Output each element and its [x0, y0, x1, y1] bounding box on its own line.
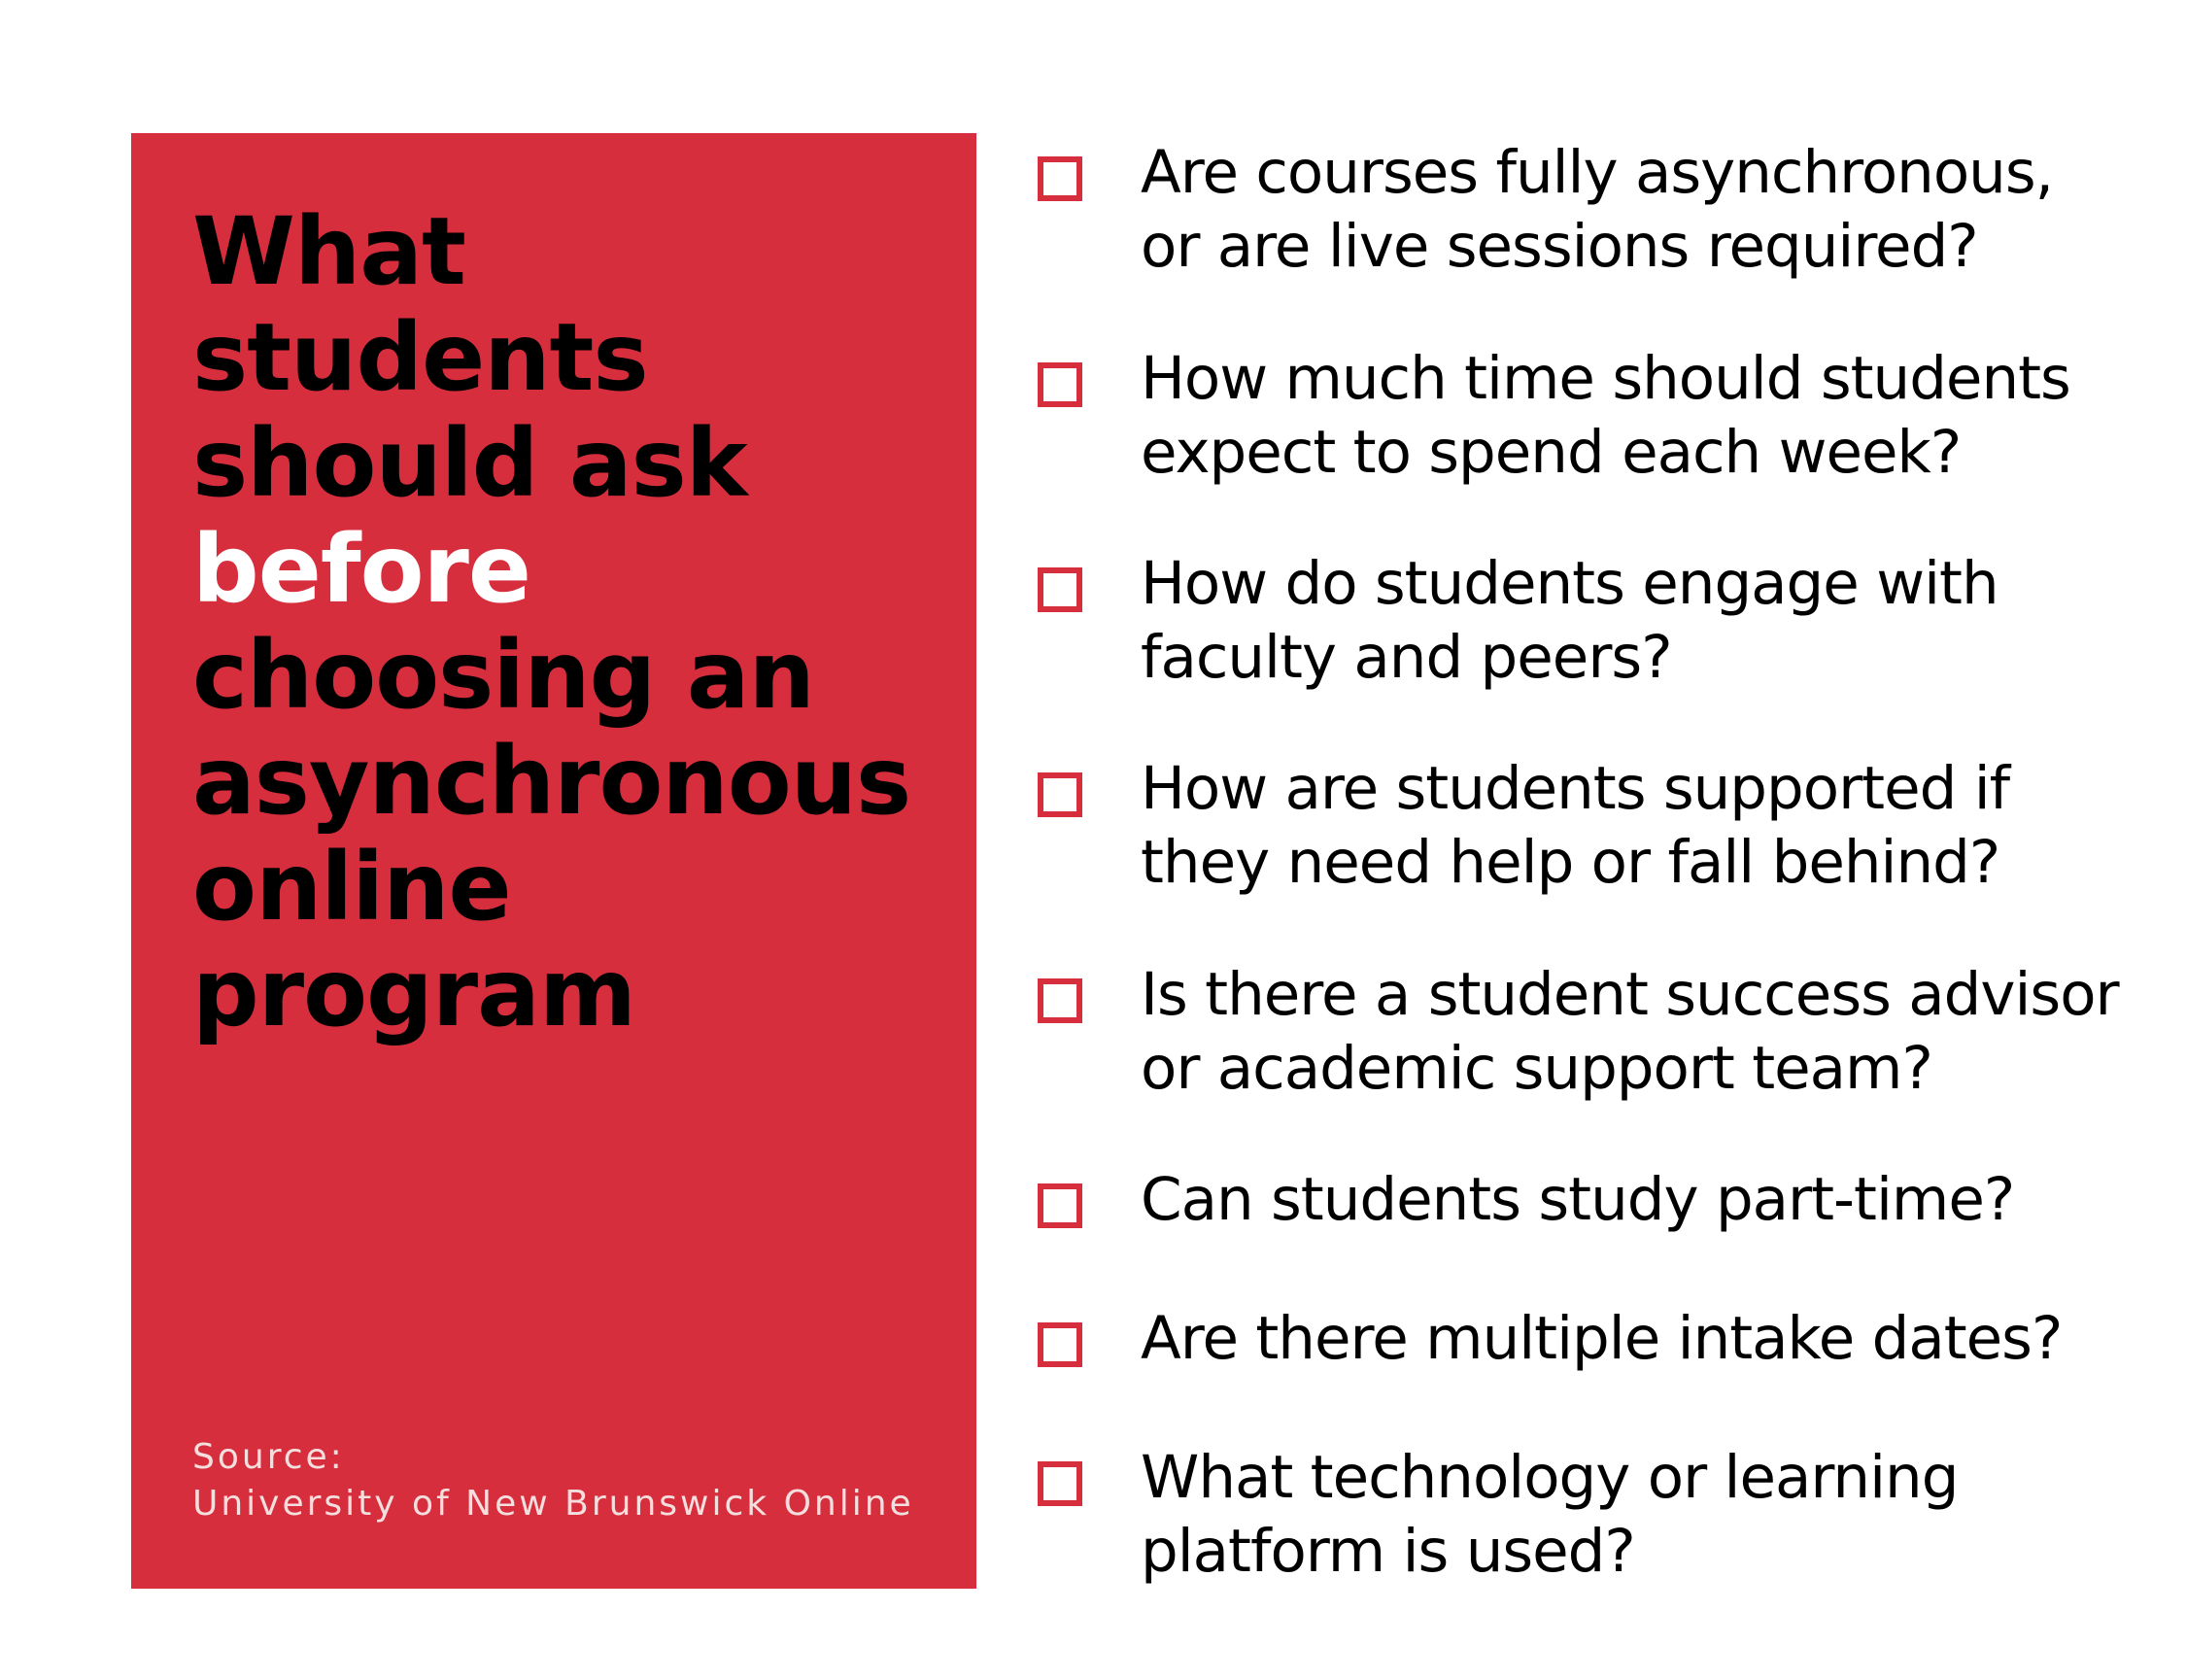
source-name: University of New Brunswick Online [192, 1484, 914, 1524]
headline-line: choosing an [192, 621, 814, 730]
checkbox[interactable] [1038, 978, 1082, 1023]
headline-line: program [192, 939, 635, 1047]
checkbox[interactable] [1038, 1183, 1082, 1228]
checkbox[interactable] [1038, 1461, 1082, 1506]
question-line: Can students study part-time? [1141, 1165, 2015, 1234]
headline-line-highlight: before [192, 515, 530, 624]
question-line: What technology or learning [1141, 1443, 1959, 1512]
headline-line: online [192, 833, 511, 942]
question-text [1141, 136, 2053, 284]
question-text [1141, 547, 1998, 695]
question-text [1141, 752, 2009, 900]
checkbox[interactable] [1038, 362, 1082, 407]
checkbox[interactable] [1038, 156, 1082, 201]
source-label: Source: [192, 1437, 345, 1477]
question-line: Are there multiple intake dates? [1141, 1304, 2063, 1373]
question-text [1141, 1163, 2014, 1237]
question-line: How do students engage with [1141, 549, 1998, 618]
checkbox[interactable] [1038, 772, 1082, 817]
question-line: How much time should students [1141, 344, 2070, 413]
question-line: or are live sessions required? [1141, 212, 1978, 281]
question-line: How are students supported if [1141, 754, 2010, 823]
question-line: or academic support team? [1141, 1034, 1932, 1103]
question-line: platform is used? [1141, 1517, 1635, 1586]
question-text [1141, 1441, 1958, 1589]
question-line: Is there a student success advisor [1141, 960, 2119, 1029]
headline-line: should ask [192, 409, 747, 518]
question-text [1141, 342, 2070, 490]
headline-line: asynchronous [192, 727, 911, 836]
question-text [1141, 958, 2119, 1106]
question-line: expect to spend each week? [1141, 418, 1962, 487]
checkbox[interactable] [1038, 1322, 1082, 1367]
headline-line: What [192, 197, 465, 306]
question-line: faculty and peers? [1141, 623, 1672, 692]
question-line: Are courses fully asynchronous, [1141, 138, 2053, 207]
question-line: they need help or fall behind? [1141, 828, 2000, 897]
question-text [1141, 1302, 2062, 1376]
headline-line: students [192, 303, 648, 412]
checkbox[interactable] [1038, 567, 1082, 612]
